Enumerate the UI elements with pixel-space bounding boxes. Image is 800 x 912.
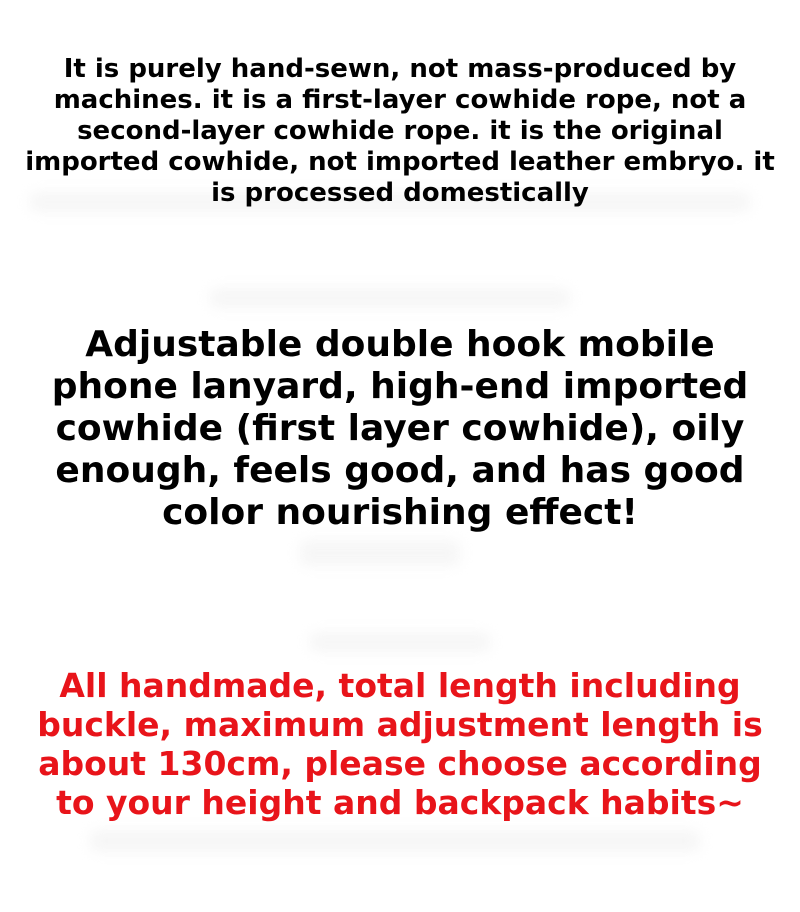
description-length-note: All handmade, total length including buckle, maximum adjustment length is about 130cm, please choose according to your height and backpack habits~ (37, 666, 763, 822)
ghost-smudge-4 (310, 632, 490, 652)
description-handsewn: It is purely hand-sewn, not mass-produced by machines. it is a first-layer cowhide rope, not a second-layer cowhide rope. it is the original imported cowhide, not imported leather embryo. it is processed domestically (25, 54, 775, 208)
ghost-smudge-2 (210, 288, 570, 308)
ghost-smudge-5 (90, 830, 700, 852)
ghost-smudge-3 (300, 540, 460, 566)
description-lanyard: Adjustable double hook mobile phone lanyard, high-end imported cowhide (first layer cowhide), oily enough, feels good, and has good color nourishing effect! (51, 324, 749, 533)
